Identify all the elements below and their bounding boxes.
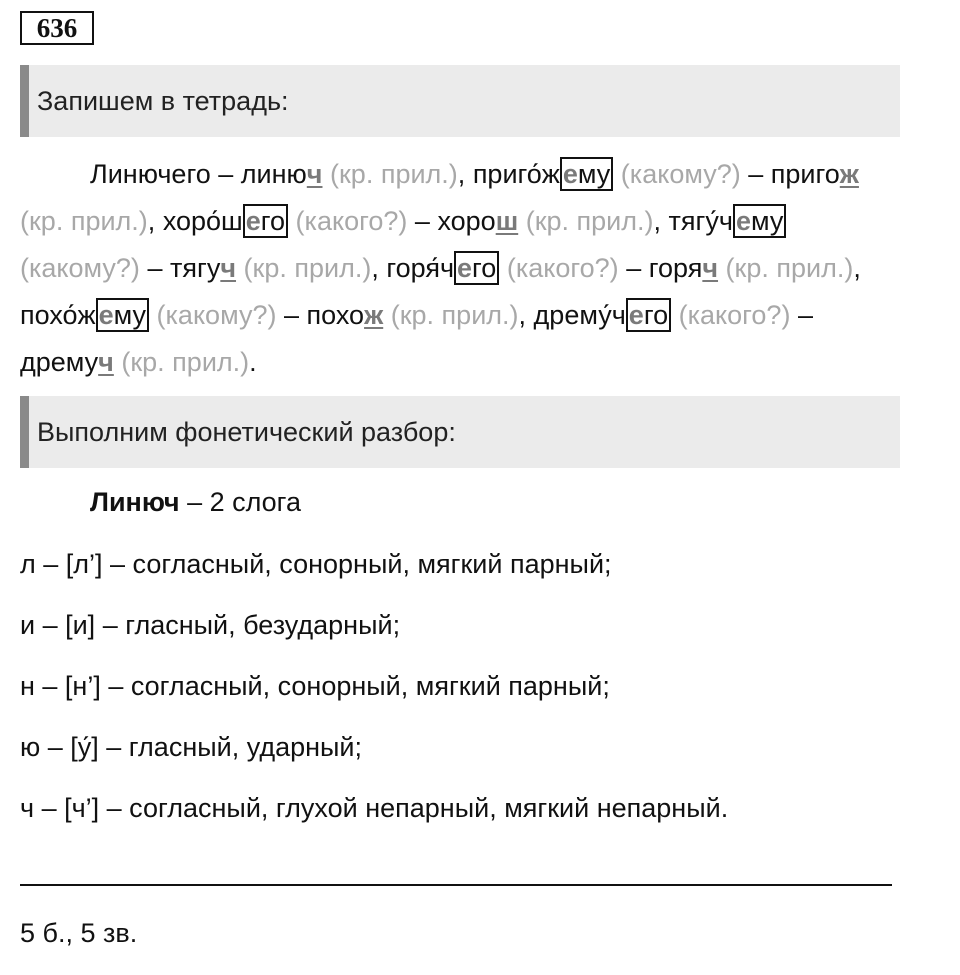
dash: – bbox=[626, 253, 642, 283]
phonetic-line-i: и – [и] – гласный, безударный; bbox=[20, 610, 401, 640]
ending-vowel: е bbox=[735, 206, 751, 236]
dash: – bbox=[414, 206, 430, 236]
suffix-ch: ч bbox=[220, 253, 237, 283]
word-dremuchego-stem: дрему́ч bbox=[533, 300, 626, 330]
ending-box bbox=[626, 298, 671, 332]
ending-vowel: е bbox=[562, 159, 578, 189]
section-header-write bbox=[20, 65, 900, 137]
analysis-title bbox=[90, 484, 301, 520]
ending-rest: му bbox=[577, 159, 611, 189]
short-adj-note: (кр. прил.) bbox=[20, 206, 148, 236]
question-komu: (какому?) bbox=[156, 300, 277, 330]
word-goryach: горя bbox=[648, 253, 703, 283]
ending-rest: го bbox=[472, 253, 497, 283]
phonetic-line-n: н – [н’] – согласный, сонорный, мягкий парный; bbox=[20, 671, 610, 701]
short-adj-note: (кр. прил.) bbox=[725, 253, 854, 283]
ending-vowel: е bbox=[457, 253, 473, 283]
analysis-syllables: – 2 слога bbox=[187, 487, 301, 517]
word-tyaguchemu-stem: тягу́ч bbox=[668, 206, 733, 236]
ending-vowel: е bbox=[98, 300, 114, 330]
short-adj-note: (кр. прил.) bbox=[330, 159, 458, 189]
word-prigozh: приго bbox=[770, 159, 840, 189]
word-goryachego-stem: горя́ч bbox=[386, 253, 455, 283]
word-tyaguch: тягу bbox=[169, 253, 221, 283]
dash: – bbox=[748, 159, 764, 189]
dash: – bbox=[218, 159, 234, 189]
suffix-zh: ж bbox=[839, 159, 859, 189]
ending-box bbox=[243, 204, 288, 238]
word-pokhozh: похо bbox=[306, 300, 365, 330]
ending-rest: му bbox=[113, 300, 147, 330]
question-komu: (какому?) bbox=[20, 253, 140, 283]
word-khorosh: хоро bbox=[437, 206, 496, 236]
phonetic-line-ch: ч – [ч’] – согласный, глухой непарный, мягкий непарный. bbox=[20, 793, 729, 823]
short-adj-note: (кр. прил.) bbox=[243, 253, 372, 283]
word-forms-paragraph: Линючего – линюч (кр. прил.), приго́ж ему (какому?) – пригож (кр. прил.), хоро́ш его (какого?) – хорош (кр. прил.), тягу́ч ему (какому?) – тягуч (кр. прил.), горя́ч его (какого?) – горяч (кр. прил.), похо́ж ему (какому?) – похож (кр. прил.), дрему́ч его (какого?) – дремуч (кр. прил.). bbox=[20, 159, 861, 377]
section-header-write-text: Запишем в тетрадь: bbox=[37, 86, 289, 116]
question-kogo: (какого?) bbox=[678, 300, 791, 330]
word-linyuch: линю bbox=[240, 159, 307, 189]
dash: – bbox=[283, 300, 299, 330]
dash: – bbox=[797, 300, 813, 330]
section-header-phonetic-text: Выполним фонетический разбор: bbox=[37, 417, 456, 447]
ending-rest: го bbox=[643, 300, 669, 330]
ending-rest: го bbox=[260, 206, 286, 236]
suffix-ch: ч bbox=[702, 253, 719, 283]
word-khoroshego-stem: хоро́ш bbox=[162, 206, 243, 236]
short-adj-note: (кр. прил.) bbox=[525, 206, 654, 236]
ending-vowel: е bbox=[628, 300, 644, 330]
question-komu: (какому?) bbox=[620, 159, 741, 189]
ending-box bbox=[733, 204, 786, 238]
divider-line bbox=[20, 884, 892, 886]
word-dremuch: дрему bbox=[20, 347, 99, 377]
short-adj-note: (кр. прил.) bbox=[121, 347, 250, 377]
suffix-sh: ш bbox=[495, 206, 519, 236]
ending-box bbox=[96, 298, 149, 332]
suffix-ch: ч bbox=[98, 347, 114, 377]
section-header-phonetic bbox=[20, 396, 900, 468]
ending-box bbox=[560, 157, 613, 191]
word-pokhozhemu-stem: похо́ж bbox=[20, 300, 96, 330]
word-prigozhemu-stem: приго́ж bbox=[472, 159, 560, 189]
phonetic-line-yu: ю – [у́] – гласный, ударный; bbox=[20, 732, 363, 762]
suffix-zh: ж bbox=[364, 300, 384, 330]
ending-box bbox=[454, 251, 499, 285]
ending-vowel: е bbox=[245, 206, 261, 236]
question-kogo: (какого?) bbox=[295, 206, 408, 236]
analysis-word: Линюч bbox=[90, 487, 180, 517]
letters-sounds-summary: 5 б., 5 зв. bbox=[20, 918, 138, 948]
phonetic-line-l: л – [л’] – согласный, сонорный, мягкий парный; bbox=[20, 549, 612, 579]
word-linyuchego: Линючего bbox=[90, 159, 211, 189]
ending-rest: му bbox=[750, 206, 784, 236]
question-kogo: (какого?) bbox=[506, 253, 619, 283]
exercise-number: 636 bbox=[20, 11, 94, 45]
suffix-ch: ч bbox=[306, 159, 323, 189]
short-adj-note: (кр. прил.) bbox=[390, 300, 519, 330]
dash: – bbox=[147, 253, 163, 283]
